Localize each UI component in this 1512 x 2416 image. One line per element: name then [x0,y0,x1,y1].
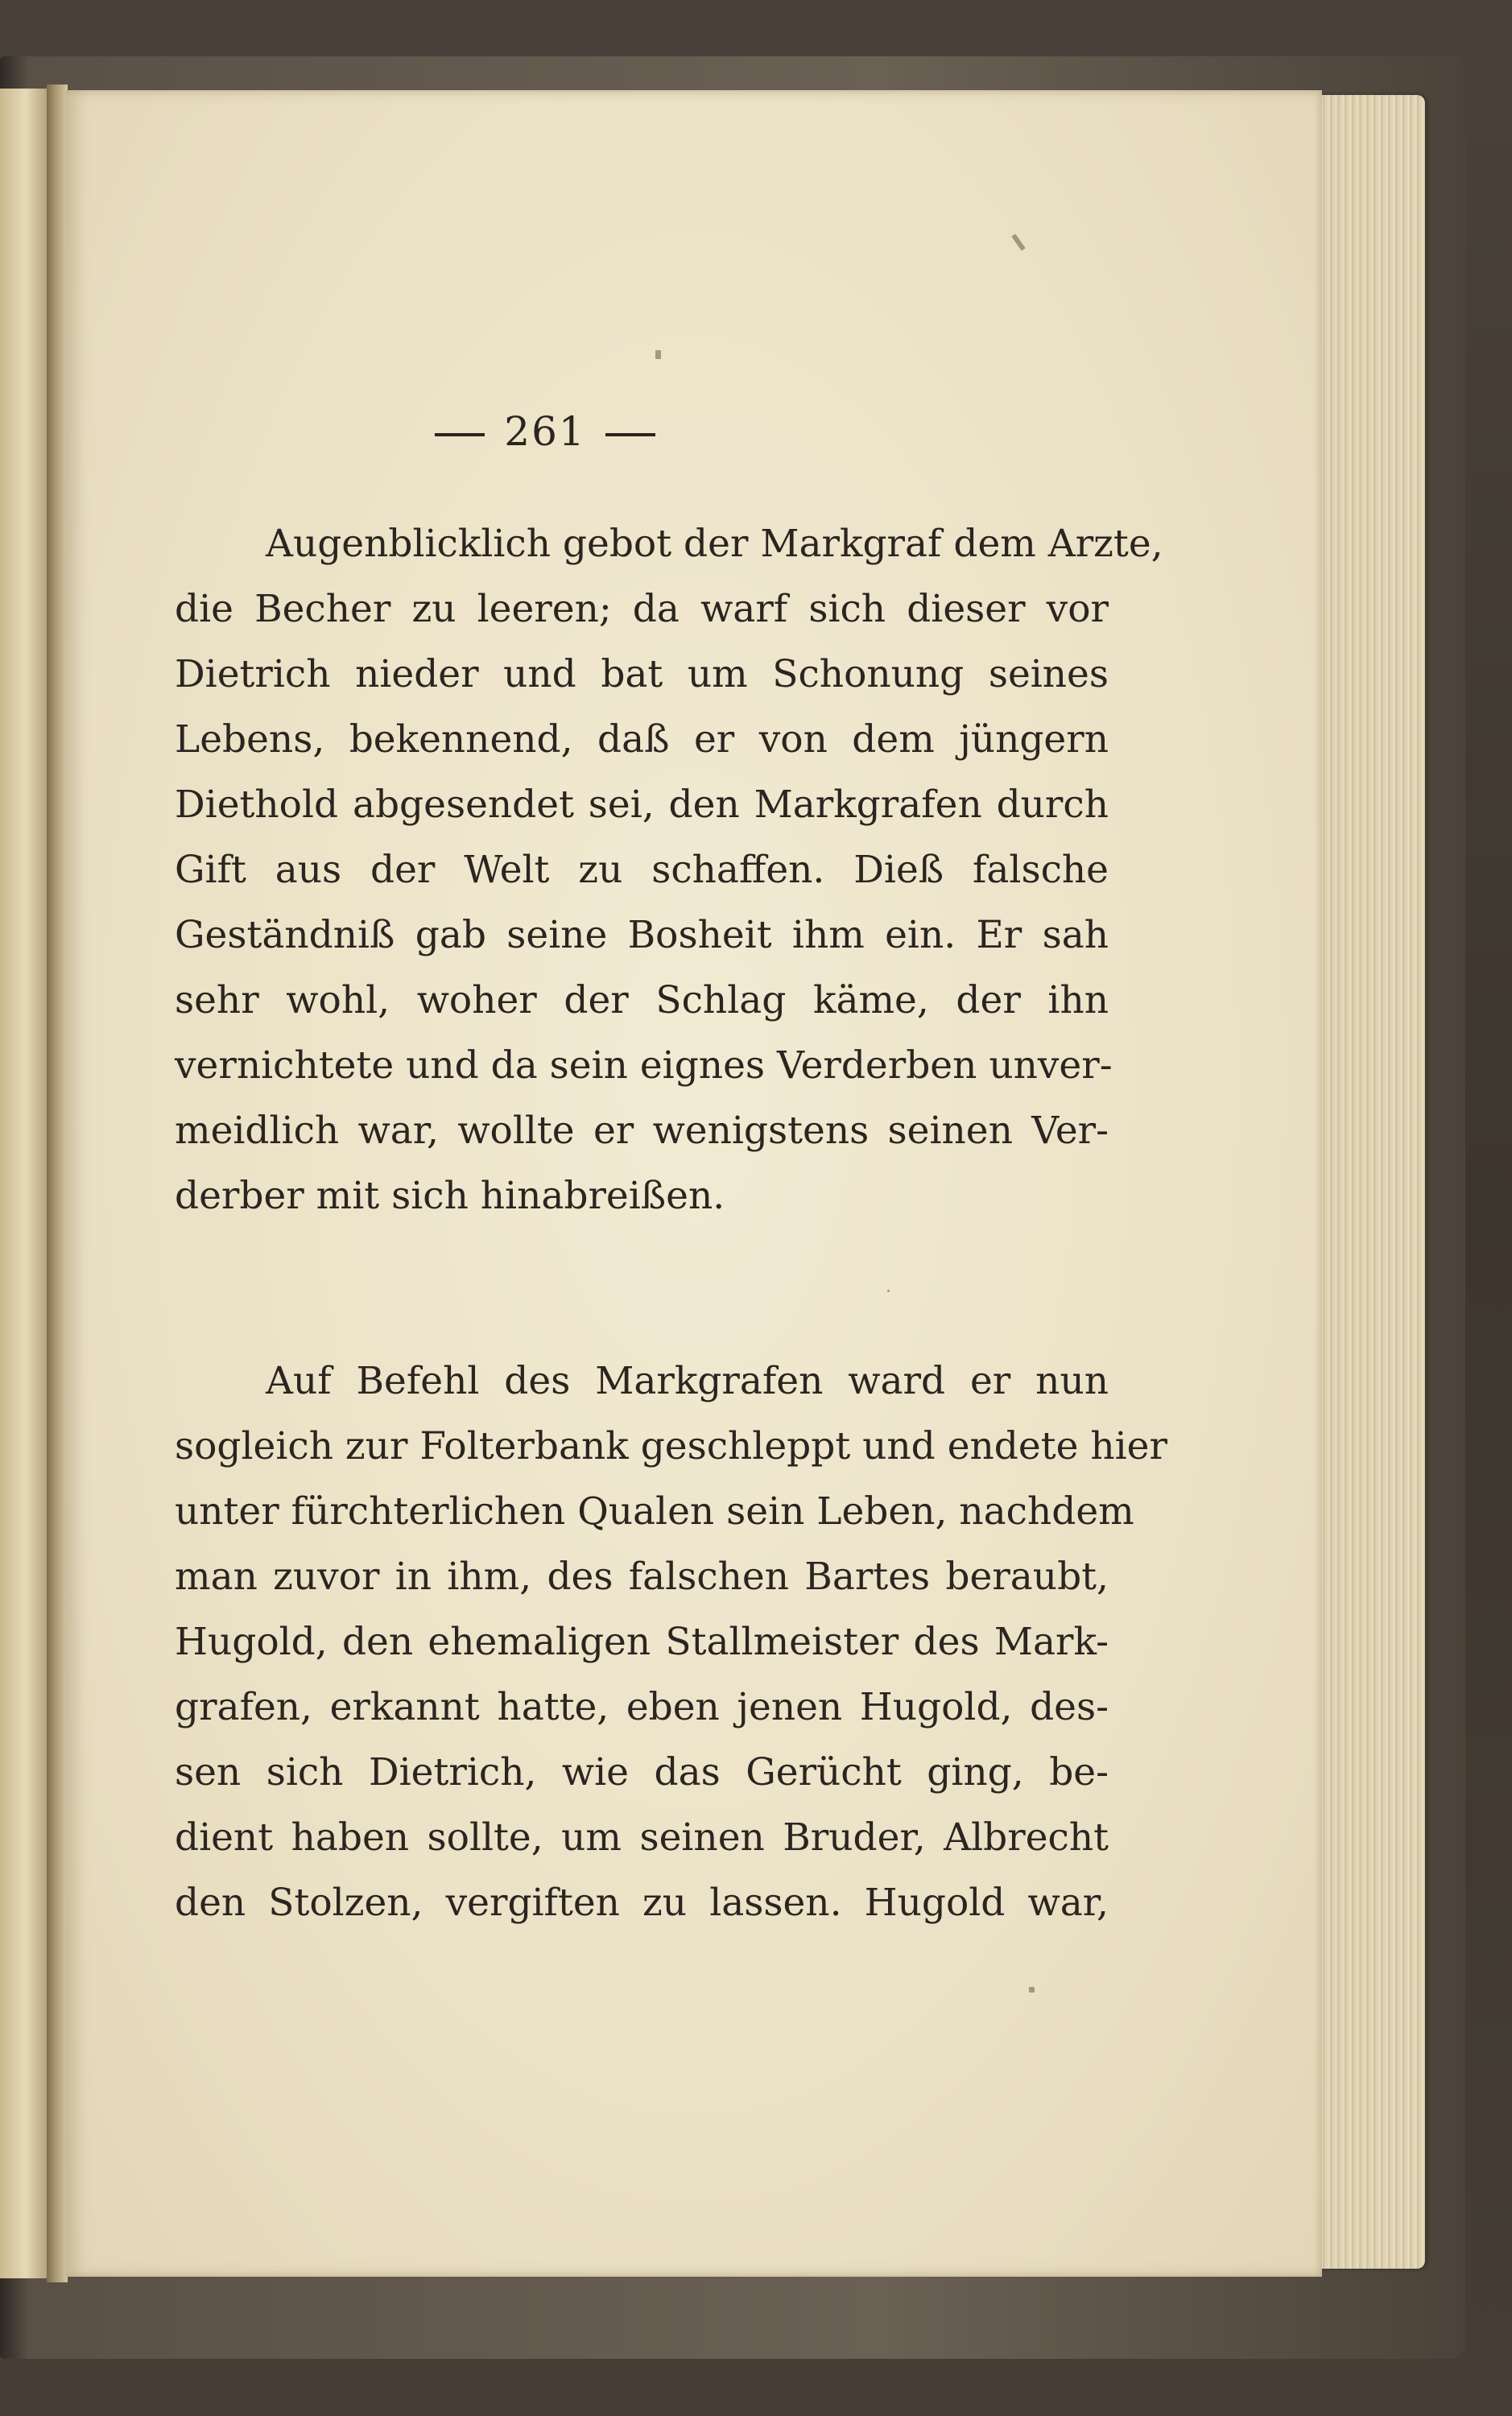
text-line: Lebens, bekennend, daß er von dem jüngern [175,717,1109,762]
paper-fleck [1011,233,1026,250]
page-number-text: 261 [504,408,586,455]
text-line: man zuvor in ihm, des falschen Bartes beraubt, [175,1555,1109,1599]
book-page [66,90,1322,2277]
paper-fleck [1029,1987,1035,1993]
page-number-dash-right [605,433,655,436]
text-line: Diethold abgesendet sei, den Markgrafen durch [175,783,1109,827]
paper-fleck [655,350,661,359]
text-line: vernichtete und da sein eignes Verderben unver- [175,1043,1113,1088]
paragraph-1 [175,511,1163,1229]
text-line: dient haben sollte, um seinen Bruder, Albrecht [175,1815,1109,1860]
text-line: Geständniß gab seine Bosheit ihm ein. Er sah [175,913,1109,957]
page-stack-edge [1304,95,1425,2269]
page-number-dash-left [435,433,485,436]
text-line: sen sich Dietrich, wie das Gerücht ging, be- [175,1750,1109,1794]
text-line: unter fürchterlichen Qualen sein Leben, nachdem [175,1489,1134,1534]
left-page-edge [0,89,47,2278]
text-line: Dietrich nieder und bat um Schonung seines [175,652,1109,696]
text-line: Auf Befehl des Markgrafen ward er nun [266,1359,1109,1403]
text-line: derber mit sich hinabreißen. [175,1174,725,1218]
text-line: die Becher zu leeren; da warf sich dieser vor [175,587,1109,631]
text-line: meidlich war, wollte er wenigstens seinen Ver- [175,1109,1109,1153]
text-line: Augenblicklich gebot der Markgraf dem Arzte, [266,522,1163,566]
paper-fleck [887,1290,890,1292]
page-number [175,408,915,455]
text-line: sogleich zur Folterbank geschleppt und endete hier [175,1424,1167,1468]
paragraph-2 [175,1348,1167,1935]
text-line: sehr wohl, woher der Schlag käme, der ihn [175,978,1109,1022]
text-line: den Stolzen, vergiften zu lassen. Hugold war, [175,1881,1109,1925]
text-line: grafen, erkannt hatte, eben jenen Hugold, des- [175,1685,1109,1729]
text-line: Gift aus der Welt zu schaffen. Dieß falsche [175,848,1109,892]
text-line: Hugold, den ehemaligen Stallmeister des Mark- [175,1620,1109,1664]
book-gutter [47,85,68,2282]
